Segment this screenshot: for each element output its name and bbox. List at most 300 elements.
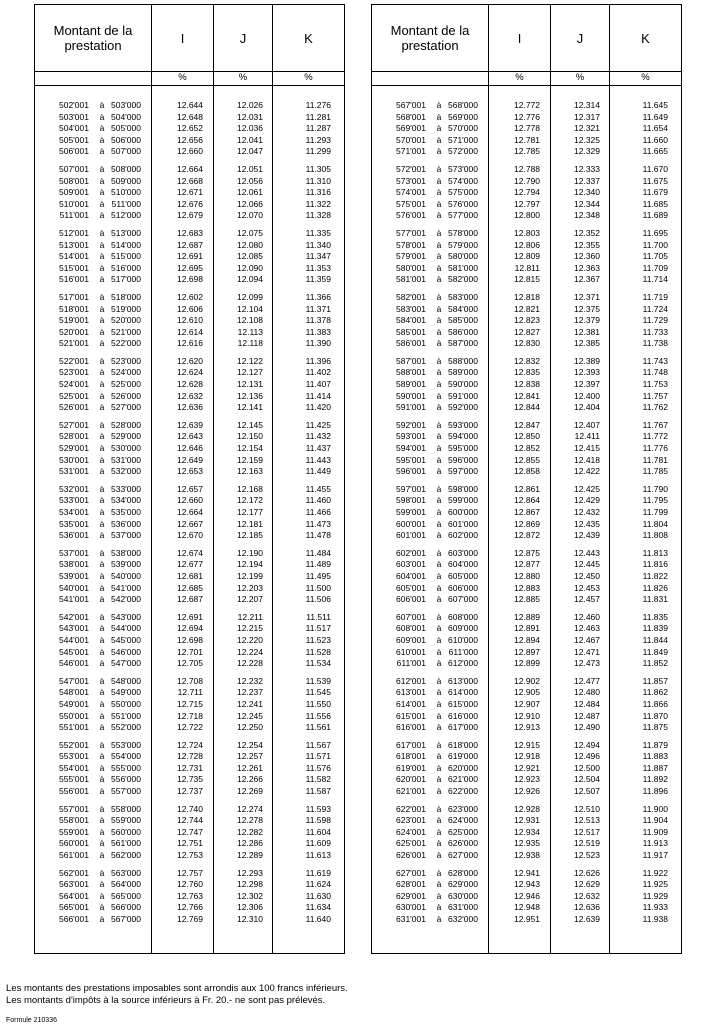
table-row	[35, 827, 344, 839]
rate-j: 12.496	[574, 751, 600, 762]
amount-to: 545'000	[111, 634, 141, 645]
table-row	[35, 559, 344, 571]
table-row	[35, 123, 344, 135]
rate-k: 11.822	[642, 570, 668, 581]
table-row	[372, 850, 681, 862]
table-row	[372, 687, 681, 699]
rate-k: 11.455	[305, 483, 331, 494]
table-row	[35, 740, 344, 752]
amount-to: 575'000	[448, 187, 478, 198]
rate-i: 12.951	[514, 914, 540, 924]
amount-to: 505'000	[111, 123, 141, 134]
rate-j: 12.457	[574, 594, 600, 605]
table-row	[372, 304, 681, 316]
rate-i: 12.803	[514, 227, 540, 238]
range-separator: à	[436, 646, 442, 657]
row-group	[35, 484, 344, 542]
rate-i: 12.905	[514, 687, 540, 698]
rate-k: 11.328	[305, 210, 331, 221]
row-group	[35, 612, 344, 670]
rate-k: 11.719	[642, 291, 668, 302]
rate-i: 12.790	[514, 175, 540, 186]
rate-k: 11.383	[305, 326, 331, 337]
header-k: K	[641, 30, 650, 46]
rate-j: 12.241	[237, 698, 263, 709]
rate-j: 12.190	[237, 547, 263, 558]
amount-to: 622'000	[448, 786, 478, 797]
range-separator: à	[436, 431, 442, 442]
rate-table-right	[371, 4, 682, 954]
rate-k: 11.335	[305, 227, 331, 238]
rate-j: 12.286	[237, 838, 263, 849]
rate-i: 12.788	[514, 163, 540, 174]
rate-j: 12.629	[574, 879, 600, 890]
amount-from: 550'001	[59, 710, 89, 721]
amount-to: 560'000	[111, 826, 141, 837]
range-separator: à	[436, 419, 442, 430]
rate-i: 12.797	[514, 198, 540, 209]
table-row	[35, 687, 344, 699]
amount-from: 598'001	[396, 495, 426, 506]
amount-to: 521'000	[111, 326, 141, 337]
amount-to: 568'000	[448, 100, 478, 110]
rate-k: 11.709	[642, 262, 668, 273]
range-separator: à	[99, 890, 105, 901]
rate-j: 12.639	[574, 914, 600, 924]
rate-k: 11.495	[305, 570, 331, 581]
amount-from: 608'001	[396, 623, 426, 634]
rate-j: 12.463	[574, 623, 600, 634]
table-row	[372, 135, 681, 147]
table-row	[35, 635, 344, 647]
rate-k: 11.772	[642, 431, 668, 442]
rate-k: 11.922	[642, 867, 668, 878]
table-row	[372, 519, 681, 531]
rate-j: 12.510	[574, 803, 600, 814]
rate-k: 11.545	[305, 687, 331, 698]
rate-j: 12.352	[574, 227, 600, 238]
row-group	[372, 676, 681, 734]
amount-from: 529'001	[59, 443, 89, 454]
table-row	[35, 914, 344, 926]
amount-from: 605'001	[396, 582, 426, 593]
rate-j: 12.636	[574, 902, 600, 913]
amount-from: 591'001	[396, 402, 426, 413]
rate-j: 12.329	[574, 146, 600, 157]
amount-to: 593'000	[448, 419, 478, 430]
amount-from: 607'001	[396, 611, 426, 622]
rate-k: 11.857	[642, 675, 668, 686]
table-row	[35, 804, 344, 816]
rate-j: 12.031	[237, 111, 263, 122]
rate-k: 11.762	[642, 402, 668, 413]
amount-from: 568'001	[396, 111, 426, 122]
rate-i: 12.931	[514, 815, 540, 826]
rate-k: 11.517	[305, 623, 331, 634]
amount-from: 562'001	[59, 867, 89, 878]
header-montant: Montant de la prestation	[390, 23, 470, 53]
table-row	[35, 507, 344, 519]
range-separator: à	[99, 262, 105, 273]
table-row	[35, 722, 344, 734]
rate-k: 11.670	[642, 163, 668, 174]
table-row	[372, 647, 681, 659]
range-separator: à	[99, 123, 105, 134]
rate-j: 12.504	[574, 774, 600, 785]
rate-i: 12.809	[514, 251, 540, 262]
amount-from: 517'001	[59, 291, 89, 302]
table-row	[372, 391, 681, 403]
rate-i: 12.889	[514, 611, 540, 622]
rate-i: 12.861	[514, 483, 540, 494]
range-separator: à	[436, 274, 442, 285]
range-separator: à	[99, 646, 105, 657]
rate-i: 12.885	[514, 594, 540, 605]
table-row	[372, 594, 681, 606]
table-row	[35, 315, 344, 327]
amount-to: 577'000	[448, 210, 478, 221]
rate-i: 12.643	[177, 431, 203, 442]
amount-from: 583'001	[396, 303, 426, 314]
amount-to: 614'000	[448, 687, 478, 698]
rate-k: 11.913	[642, 838, 668, 849]
rate-j: 12.254	[237, 739, 263, 750]
range-separator: à	[436, 198, 442, 209]
range-separator: à	[99, 594, 105, 605]
amount-from: 502'001	[59, 100, 89, 110]
amount-from: 558'001	[59, 815, 89, 826]
amount-from: 543'001	[59, 623, 89, 634]
rate-k: 11.624	[305, 879, 331, 890]
rate-j: 12.321	[574, 123, 600, 134]
rate-i: 12.681	[177, 570, 203, 581]
rate-i: 12.778	[514, 123, 540, 134]
amount-to: 542'000	[111, 594, 141, 605]
rate-j: 12.432	[574, 507, 600, 517]
rate-i: 12.664	[177, 507, 203, 517]
rate-k: 11.378	[305, 315, 331, 326]
rate-i: 12.722	[177, 722, 203, 733]
table-row	[35, 676, 344, 688]
amount-from: 557'001	[59, 803, 89, 814]
amount-from: 552'001	[59, 739, 89, 750]
rate-k: 11.733	[642, 326, 668, 337]
amount-to: 612'000	[448, 658, 478, 669]
table-row	[372, 466, 681, 478]
rate-i: 12.818	[514, 291, 540, 302]
amount-from: 572'001	[396, 163, 426, 174]
range-separator: à	[99, 582, 105, 593]
rate-i: 12.769	[177, 914, 203, 924]
rate-j: 12.306	[237, 902, 263, 913]
rate-k: 11.366	[305, 291, 331, 302]
amount-to: 519'000	[111, 303, 141, 314]
amount-from: 573'001	[396, 175, 426, 186]
table-row	[372, 804, 681, 816]
rate-i: 12.694	[177, 623, 203, 634]
amount-to: 595'000	[448, 443, 478, 454]
amount-from: 577'001	[396, 227, 426, 238]
range-separator: à	[99, 326, 105, 337]
rate-j: 12.519	[574, 838, 600, 849]
range-separator: à	[99, 658, 105, 669]
rate-i: 12.698	[177, 274, 203, 285]
range-separator: à	[436, 326, 442, 337]
amount-from: 561'001	[59, 850, 89, 861]
range-separator: à	[99, 914, 105, 924]
amount-to: 540'000	[111, 570, 141, 581]
amount-from: 618'001	[396, 751, 426, 762]
amount-from: 555'001	[59, 774, 89, 785]
amount-to: 504'000	[111, 111, 141, 122]
range-separator: à	[436, 867, 442, 878]
range-separator: à	[436, 559, 442, 570]
rate-i: 12.827	[514, 326, 540, 337]
rate-j: 12.422	[574, 466, 600, 477]
amount-to: 539'000	[111, 559, 141, 570]
header-j: J	[576, 30, 584, 46]
rate-j: 12.150	[237, 431, 263, 442]
rate-i: 12.728	[177, 751, 203, 762]
table-row	[35, 891, 344, 903]
table-row	[35, 868, 344, 880]
rate-j: 12.141	[237, 402, 263, 413]
amount-from: 516'001	[59, 274, 89, 285]
row-group	[35, 868, 344, 926]
amount-from: 507'001	[59, 163, 89, 174]
rate-j: 12.113	[237, 326, 263, 337]
rate-j: 12.047	[237, 146, 263, 157]
amount-from: 587'001	[396, 355, 426, 366]
rate-j: 12.367	[574, 274, 600, 285]
rate-i: 12.737	[177, 786, 203, 797]
rate-k: 11.831	[642, 594, 668, 605]
amount-to: 601'000	[448, 518, 478, 529]
percent-divider	[35, 85, 344, 86]
amount-to: 631'000	[448, 902, 478, 913]
range-separator: à	[436, 722, 442, 733]
rate-k: 11.593	[305, 803, 331, 814]
row-group	[35, 356, 344, 414]
rate-i: 12.624	[177, 367, 203, 378]
amount-to: 530'000	[111, 443, 141, 454]
rate-k: 11.619	[305, 867, 331, 878]
rate-k: 11.767	[642, 419, 668, 430]
table-row	[35, 304, 344, 316]
rate-j: 12.266	[237, 774, 263, 785]
table-row	[372, 176, 681, 188]
amount-from: 595'001	[396, 454, 426, 465]
table-row	[372, 240, 681, 252]
rate-k: 11.925	[642, 879, 668, 890]
amount-from: 505'001	[59, 134, 89, 145]
table-row	[35, 210, 344, 222]
percent-label-j: %	[575, 72, 585, 83]
range-separator: à	[99, 338, 105, 349]
rate-k: 11.466	[305, 507, 331, 517]
rate-j: 12.480	[574, 687, 600, 698]
rate-k: 11.571	[305, 751, 331, 762]
rate-i: 12.646	[177, 443, 203, 454]
rate-k: 11.808	[642, 530, 668, 541]
range-separator: à	[436, 803, 442, 814]
amount-to: 618'000	[448, 739, 478, 750]
amount-from: 613'001	[396, 687, 426, 698]
amount-to: 547'000	[111, 658, 141, 669]
amount-from: 601'001	[396, 530, 426, 541]
amount-to: 570'000	[448, 123, 478, 134]
rate-i: 12.852	[514, 443, 540, 454]
rate-j: 12.154	[237, 443, 263, 454]
form-number: Formule 210336	[6, 1017, 57, 1024]
rate-i: 12.614	[177, 326, 203, 337]
row-group	[372, 228, 681, 286]
amount-to: 592'000	[448, 402, 478, 413]
amount-from: 513'001	[59, 239, 89, 250]
rate-k: 11.665	[642, 146, 668, 157]
amount-to: 536'000	[111, 518, 141, 529]
rate-j: 12.261	[237, 762, 263, 773]
table-row	[372, 722, 681, 734]
rate-k: 11.799	[642, 507, 668, 517]
rate-j: 12.075	[237, 227, 263, 238]
rate-k: 11.310	[305, 175, 331, 186]
rate-i: 12.670	[177, 530, 203, 541]
table-row	[35, 519, 344, 531]
table-row	[372, 292, 681, 304]
table-row	[372, 484, 681, 496]
amount-to: 506'000	[111, 134, 141, 145]
range-separator: à	[436, 338, 442, 349]
rate-i: 12.718	[177, 710, 203, 721]
table-row	[35, 443, 344, 455]
amount-from: 621'001	[396, 786, 426, 797]
rate-k: 11.582	[305, 774, 331, 785]
range-separator: à	[99, 710, 105, 721]
amount-from: 512'001	[59, 227, 89, 238]
rate-j: 12.056	[237, 175, 263, 186]
rate-i: 12.913	[514, 722, 540, 733]
rate-k: 11.353	[305, 262, 331, 273]
amount-to: 604'000	[448, 559, 478, 570]
amount-to: 591'000	[448, 390, 478, 401]
rate-k: 11.795	[642, 495, 668, 506]
amount-from: 599'001	[396, 507, 426, 517]
rate-k: 11.887	[642, 762, 668, 773]
amount-from: 514'001	[59, 251, 89, 262]
range-separator: à	[436, 390, 442, 401]
rate-i: 12.687	[177, 239, 203, 250]
amount-to: 515'000	[111, 251, 141, 262]
amount-from: 609'001	[396, 634, 426, 645]
rate-j: 12.477	[574, 675, 600, 686]
table-row	[35, 455, 344, 467]
range-separator: à	[436, 507, 442, 517]
table-row	[372, 315, 681, 327]
rate-j: 12.407	[574, 419, 600, 430]
rate-j: 12.194	[237, 559, 263, 570]
rate-k: 11.322	[305, 198, 331, 209]
rate-j: 12.274	[237, 803, 263, 814]
rate-k: 11.929	[642, 890, 668, 901]
rate-i: 12.757	[177, 867, 203, 878]
rate-k: 11.660	[642, 134, 668, 145]
rate-j: 12.085	[237, 251, 263, 262]
amount-to: 603'000	[448, 547, 478, 558]
rate-k: 11.883	[642, 751, 668, 762]
range-separator: à	[436, 123, 442, 134]
rate-i: 12.616	[177, 338, 203, 349]
rate-i: 12.652	[177, 123, 203, 134]
amount-to: 589'000	[448, 367, 478, 378]
amount-from: 584'001	[396, 315, 426, 326]
amount-from: 564'001	[59, 890, 89, 901]
rate-k: 11.276	[305, 100, 331, 110]
rate-i: 12.844	[514, 402, 540, 413]
amount-from: 617'001	[396, 739, 426, 750]
amount-to: 534'000	[111, 495, 141, 506]
rate-j: 12.400	[574, 390, 600, 401]
amount-from: 585'001	[396, 326, 426, 337]
percent-label-j: %	[238, 72, 248, 83]
rate-i: 12.660	[177, 146, 203, 157]
rate-j: 12.199	[237, 570, 263, 581]
amount-from: 575'001	[396, 198, 426, 209]
range-separator: à	[99, 175, 105, 186]
table-row	[372, 112, 681, 124]
rate-j: 12.099	[237, 291, 263, 302]
table-row	[372, 210, 681, 222]
rate-j: 12.224	[237, 646, 263, 657]
rate-k: 11.896	[642, 786, 668, 797]
range-separator: à	[436, 187, 442, 198]
rate-k: 11.866	[642, 698, 668, 709]
percent-label-k: %	[304, 72, 313, 83]
table-row	[35, 647, 344, 659]
rate-i: 12.899	[514, 658, 540, 669]
rate-j: 12.397	[574, 379, 600, 390]
rate-k: 11.870	[642, 710, 668, 721]
rate-k: 11.879	[642, 739, 668, 750]
amount-to: 508'000	[111, 163, 141, 174]
range-separator: à	[436, 710, 442, 721]
table-row	[35, 711, 344, 723]
amount-from: 603'001	[396, 559, 426, 570]
rate-j: 12.036	[237, 123, 263, 134]
amount-to: 620'000	[448, 762, 478, 773]
amount-from: 571'001	[396, 146, 426, 157]
range-separator: à	[436, 594, 442, 605]
rate-k: 11.449	[305, 466, 331, 477]
amount-to: 586'000	[448, 326, 478, 337]
rate-i: 12.806	[514, 239, 540, 250]
rate-i: 12.926	[514, 786, 540, 797]
rate-k: 11.862	[642, 687, 668, 698]
row-group	[372, 292, 681, 350]
rate-k: 11.875	[642, 722, 668, 733]
rate-j: 12.418	[574, 454, 600, 465]
amount-from: 536'001	[59, 530, 89, 541]
table-row	[372, 530, 681, 542]
amount-to: 571'000	[448, 134, 478, 145]
rate-i: 12.708	[177, 675, 203, 686]
rate-j: 12.385	[574, 338, 600, 349]
amount-from: 533'001	[59, 495, 89, 506]
rate-i: 12.800	[514, 210, 540, 221]
range-separator: à	[436, 454, 442, 465]
rate-j: 12.471	[574, 646, 600, 657]
rate-k: 11.489	[305, 559, 331, 570]
